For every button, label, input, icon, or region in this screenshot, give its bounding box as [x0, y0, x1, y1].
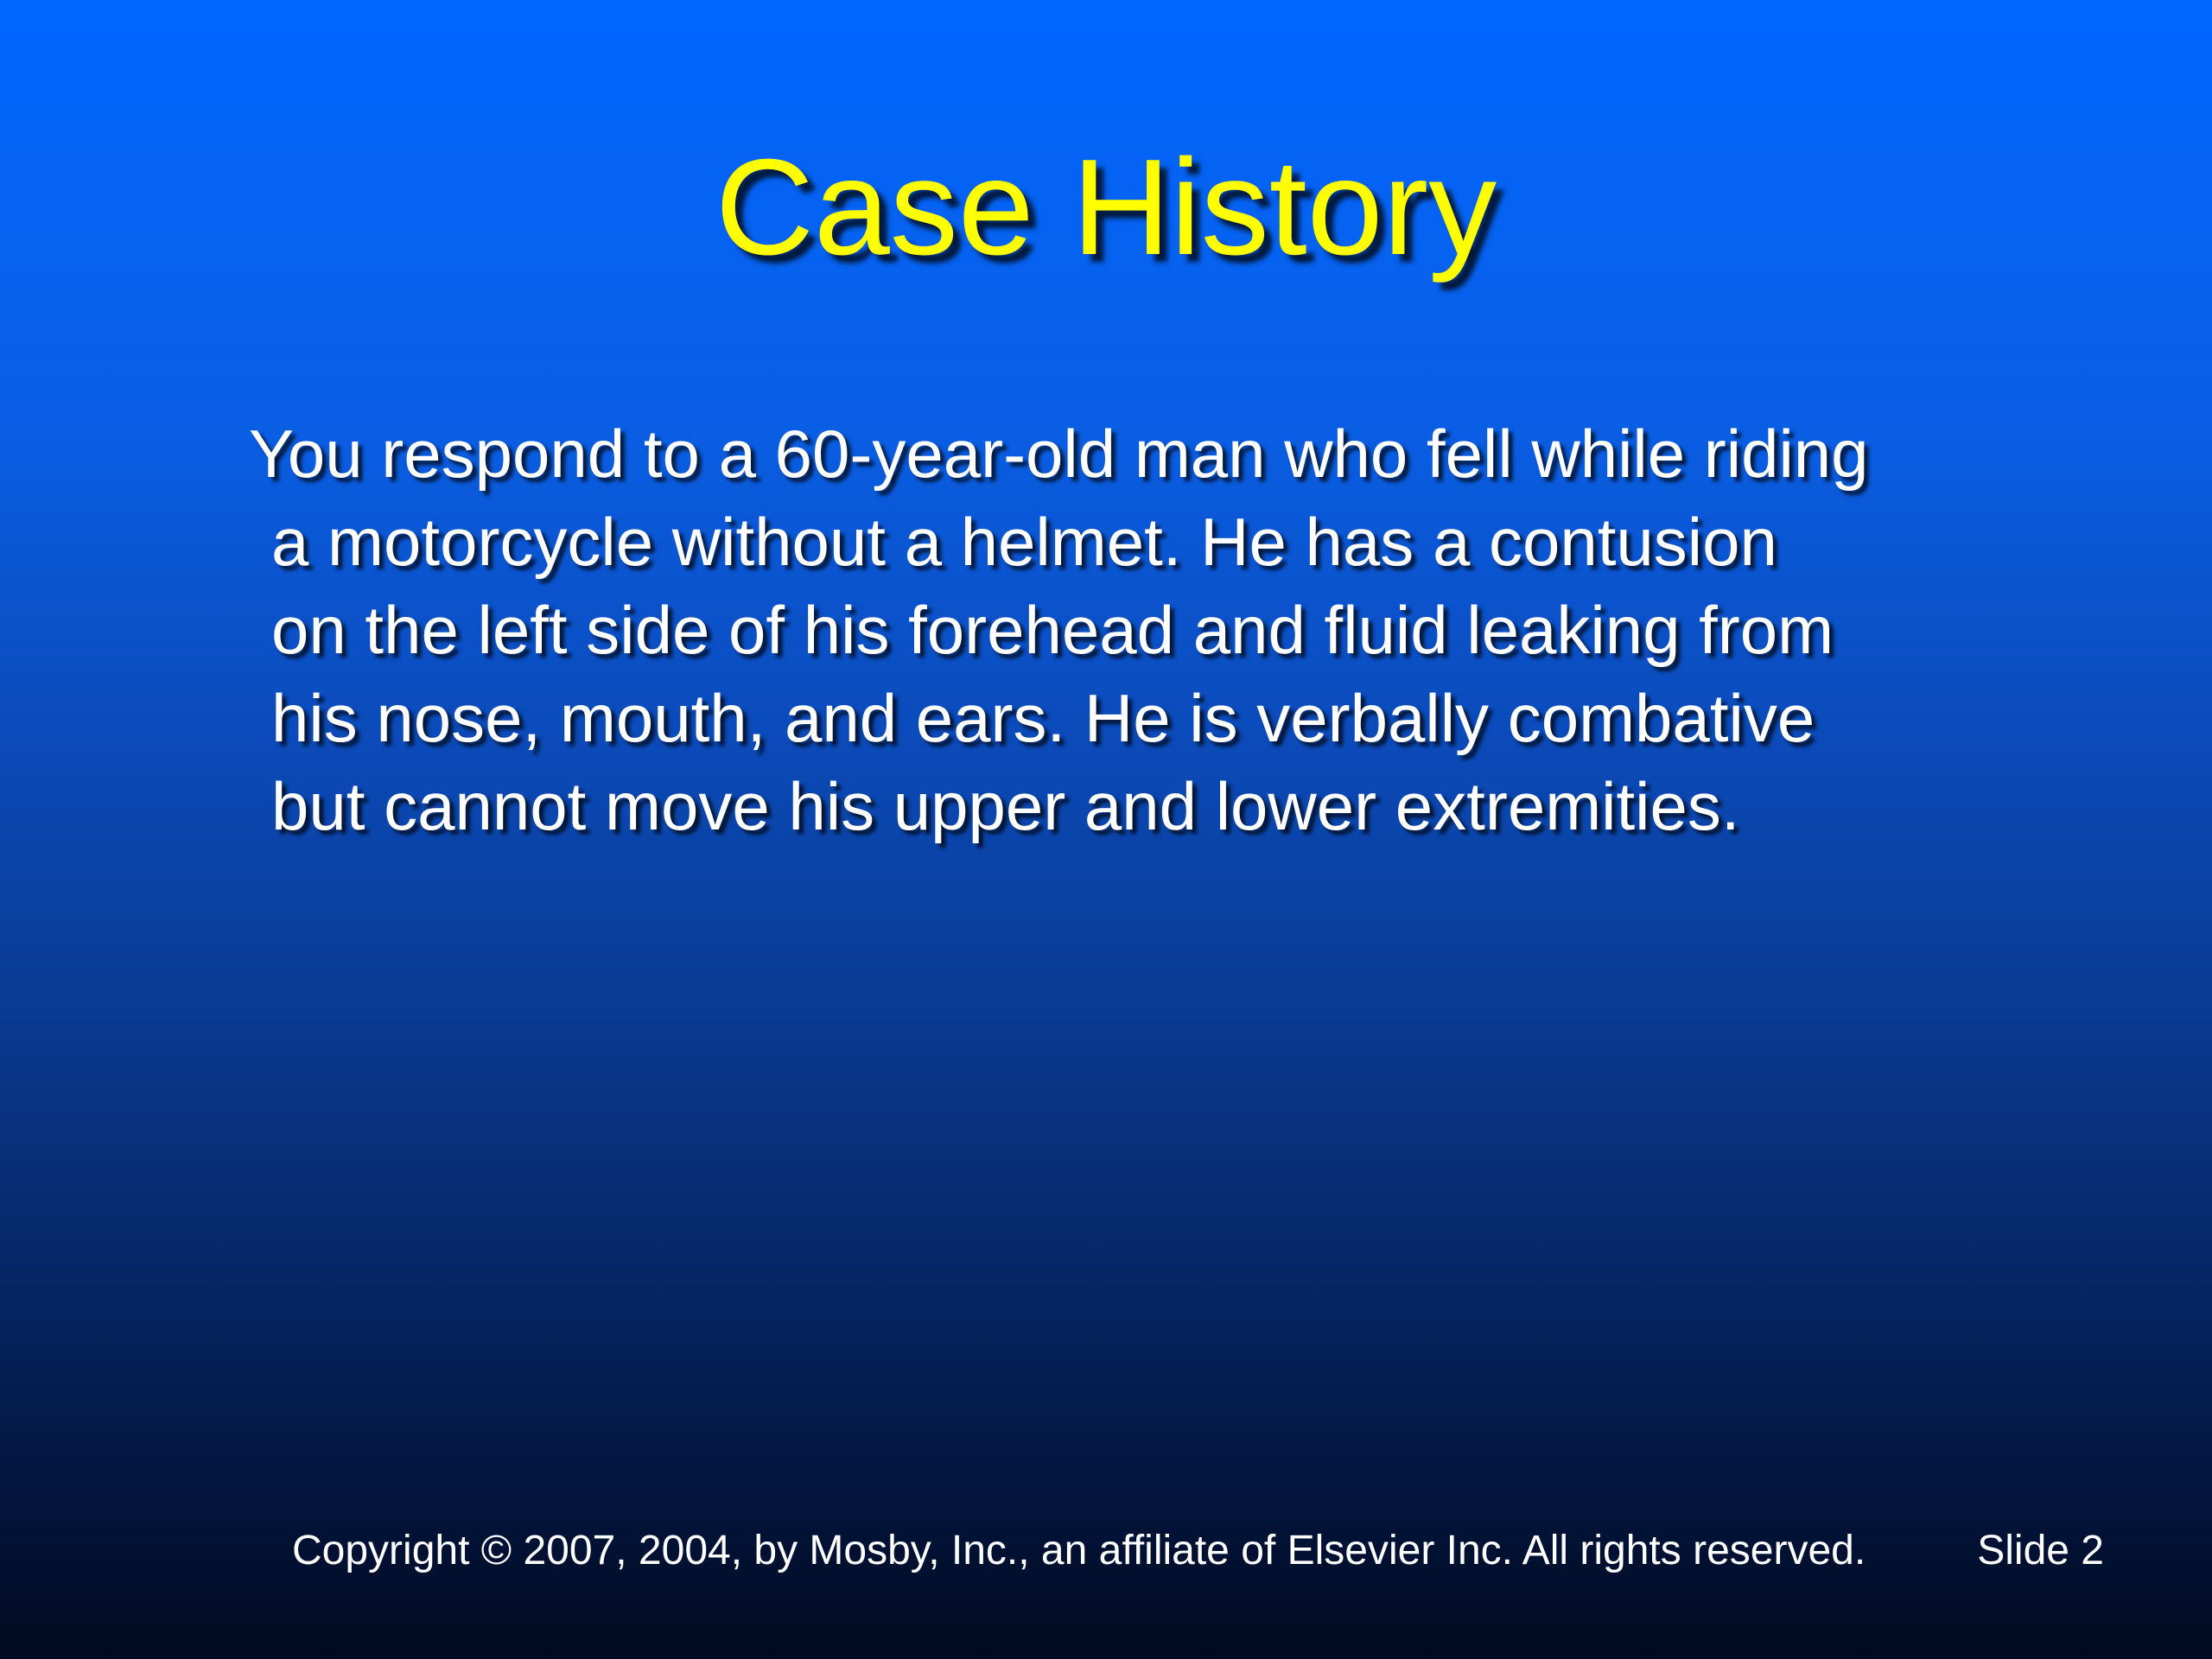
- copyright-notice: Copyright © 2007, 2004, by Mosby, Inc., an affiliate of Elsevier Inc. All rights reserved.: [292, 1528, 1866, 1573]
- slide-title: Case History: [715, 131, 1497, 283]
- case-description: [249, 410, 2046, 850]
- case-description-line: on the left side of his forehead and fluid leaking from: [271, 592, 1834, 668]
- slide-number: Slide 2: [1977, 1528, 2104, 1573]
- case-description-line: but cannot move his upper and lower extremities.: [271, 768, 1740, 844]
- case-description-line: his nose, mouth, and ears. He is verbally combative: [271, 680, 1815, 756]
- case-description-line: You respond to a 60-year-old man who fell while riding: [249, 416, 1869, 492]
- case-description-line: a motorcycle without a helmet. He has a contusion: [271, 504, 1777, 580]
